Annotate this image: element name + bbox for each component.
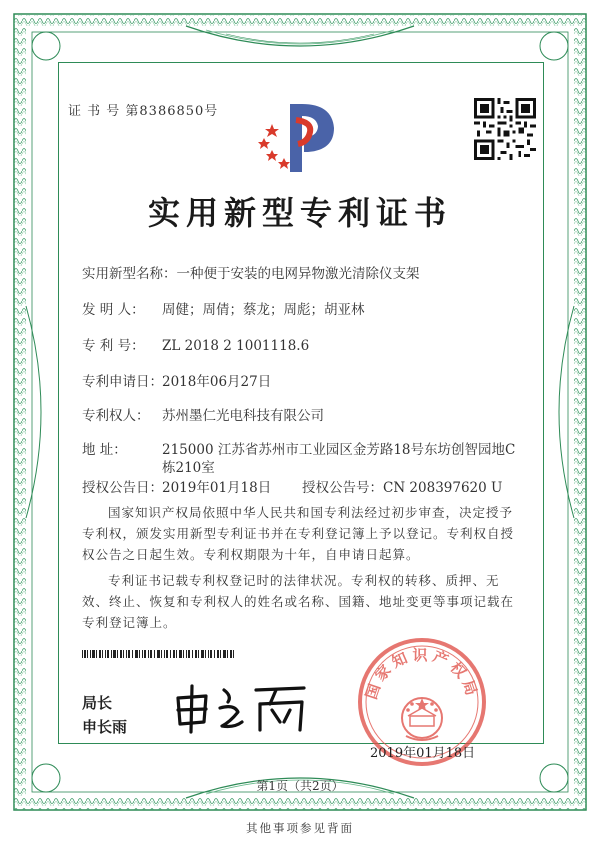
value-grant-date: 2019年01月18日 bbox=[162, 480, 272, 496]
field-filing-date bbox=[82, 370, 271, 390]
page-number: 第1页（共2页） bbox=[256, 779, 344, 793]
value-filing-date: 2018年06月27日 bbox=[162, 374, 272, 390]
value-address-line1: 215000 江苏省苏州市工业园区金芳路18号东坊创智园地C bbox=[162, 442, 516, 458]
label-inventor: 发 明 人： bbox=[82, 302, 145, 318]
field-address bbox=[82, 438, 515, 458]
label-address: 地 址： bbox=[82, 442, 127, 458]
value-grant-number: CN 208397620 U bbox=[383, 480, 503, 496]
value-inventor: 周健；周倩；蔡龙；周彪；胡亚林 bbox=[162, 302, 365, 318]
label-patent-holder: 专利权人： bbox=[82, 408, 150, 424]
paragraph-legal-status: 专利证书记载专利权登记时的法律状况。专利权的转移、质押、无效、终止、恢复和专利权人的姓名或名称、国籍、地址变更等事项记载在专利登记簿上。 bbox=[82, 573, 515, 630]
label-grant-number: 授权公告号： bbox=[302, 480, 383, 496]
label-utility-model-name: 实用新型名称： bbox=[82, 266, 177, 282]
label-filing-date: 专利申请日： bbox=[82, 374, 163, 390]
field-utility-model-name bbox=[82, 262, 420, 282]
cnipa-logo-icon bbox=[252, 98, 348, 176]
label-grant-date: 授权公告日： bbox=[82, 480, 163, 496]
value-patent-number: ZL 2018 2 1001118.6 bbox=[162, 338, 310, 354]
value-utility-model-name: 一种便于安装的电网异物激光清除仪支架 bbox=[176, 266, 420, 282]
field-grant-number bbox=[302, 476, 502, 496]
seal-date: 2019年01月18日 bbox=[370, 746, 476, 761]
signatory-name: 申长雨 bbox=[82, 718, 128, 736]
footer-note: 其他事项参见背面 bbox=[246, 821, 354, 835]
certificate-title: 实用新型专利证书 bbox=[147, 194, 452, 232]
qr-code-icon bbox=[474, 98, 536, 160]
signatory-title: 局长 bbox=[82, 694, 113, 712]
signature-icon bbox=[172, 682, 312, 734]
paragraph-grant-statement: 国家知识产权局依照中华人民共和国专利法经过初步审查，决定授予专利权，颁发实用新型专利证书并在专利登记簿上予以登记。专利权自授权公告之日起生效。专利权期限为十年，自申请日起算。 bbox=[82, 505, 515, 562]
value-patent-holder: 苏州墨仁光电科技有限公司 bbox=[162, 408, 324, 424]
barcode-icon bbox=[82, 650, 234, 658]
label-patent-number: 专 利 号： bbox=[82, 338, 145, 354]
field-inventor bbox=[82, 298, 365, 318]
field-patent-number bbox=[82, 334, 309, 354]
certificate-number: 证 书 号 第8386850号 bbox=[68, 104, 219, 119]
field-patent-holder bbox=[82, 404, 324, 424]
seal-text: 国家知识产权局 bbox=[362, 646, 482, 702]
field-grant-date bbox=[82, 476, 271, 496]
value-address-line2: 栋210室 bbox=[162, 460, 215, 476]
